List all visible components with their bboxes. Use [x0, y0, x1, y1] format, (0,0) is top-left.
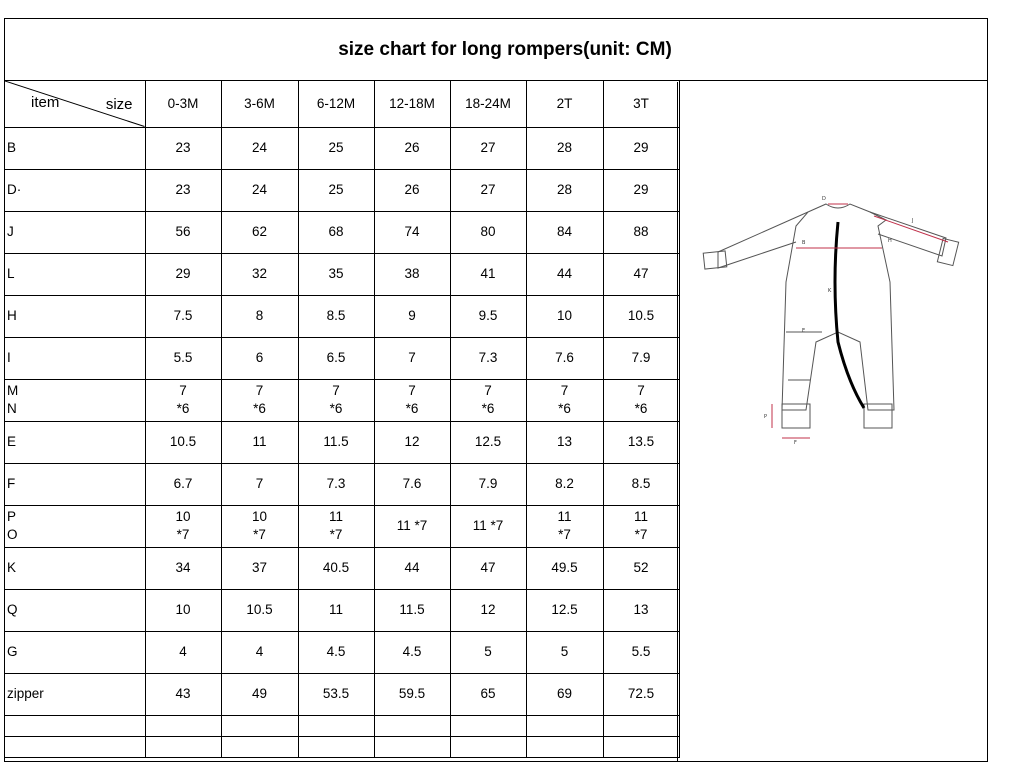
table-cell: 7 *6: [298, 379, 374, 421]
table-cell: 11 *7: [603, 505, 679, 547]
size-header-cell: 12-18M: [374, 81, 450, 127]
table-cell: 43: [145, 673, 221, 715]
table-cell: 11 *7: [450, 505, 526, 547]
table-cell: 28: [526, 169, 603, 211]
row-item-label: I: [5, 337, 145, 379]
svg-text:P: P: [764, 414, 768, 420]
blank-cell: [298, 715, 374, 736]
table-cell: 49.5: [526, 547, 603, 589]
item-header: item: [31, 94, 60, 111]
svg-text:H: H: [888, 238, 892, 244]
table-cell: 7.9: [450, 463, 526, 505]
blank-row: [5, 736, 679, 757]
size-header-cell: 3T: [603, 81, 679, 127]
table-cell: 8.5: [603, 463, 679, 505]
table-cell: 24: [221, 169, 298, 211]
blank-row: [5, 715, 679, 736]
table-row: [5, 589, 679, 631]
table-cell: 80: [450, 211, 526, 253]
table-row: [5, 295, 679, 337]
table-cell: 32: [221, 253, 298, 295]
romper-diagram-icon: [698, 182, 978, 472]
table-cell: 28: [526, 127, 603, 169]
table-cell: 59.5: [374, 673, 450, 715]
table-cell: 11 *7: [526, 505, 603, 547]
row-item-label: K: [5, 547, 145, 589]
table-cell: 47: [450, 547, 526, 589]
table-cell: 7.6: [374, 463, 450, 505]
table-row: [5, 463, 679, 505]
table-cell: 7 *6: [526, 379, 603, 421]
table-cell: 5.5: [603, 631, 679, 673]
table-cell: 4: [221, 631, 298, 673]
table-cell: 4.5: [298, 631, 374, 673]
header-row: [5, 81, 679, 127]
table-cell: 37: [221, 547, 298, 589]
svg-text:E: E: [802, 328, 806, 334]
table-cell: 84: [526, 211, 603, 253]
page-title: size chart for long rompers(unit: CM): [5, 19, 987, 81]
table-cell: 27: [450, 169, 526, 211]
blank-cell: [298, 736, 374, 757]
table-row: [5, 211, 679, 253]
table-cell: 4.5: [374, 631, 450, 673]
table-row: [5, 505, 679, 547]
table-row: [5, 421, 679, 463]
table-cell: 56: [145, 211, 221, 253]
table-cell: 5: [450, 631, 526, 673]
table-cell: 10 *7: [145, 505, 221, 547]
table-cell: 10.5: [145, 421, 221, 463]
row-item-label: zipper: [5, 673, 145, 715]
blank-cell: [221, 736, 298, 757]
table-cell: 8.2: [526, 463, 603, 505]
table-cell: 7.9: [603, 337, 679, 379]
table-cell: 5: [526, 631, 603, 673]
table-cell: 7 *6: [374, 379, 450, 421]
table-row: [5, 379, 679, 421]
table-cell: 7: [221, 463, 298, 505]
blank-cell: [5, 736, 145, 757]
table-row: [5, 127, 679, 169]
row-item-label: Q: [5, 589, 145, 631]
table-cell: 11 *7: [374, 505, 450, 547]
blank-cell: [374, 715, 450, 736]
table-row: [5, 169, 679, 211]
table-cell: 74: [374, 211, 450, 253]
table-cell: 11.5: [298, 421, 374, 463]
table-cell: 35: [298, 253, 374, 295]
size-header-cell: 6-12M: [298, 81, 374, 127]
table-cell: 23: [145, 169, 221, 211]
table-cell: 7.3: [298, 463, 374, 505]
table-cell: 47: [603, 253, 679, 295]
table-cell: 11 *7: [298, 505, 374, 547]
blank-cell: [5, 715, 145, 736]
table-cell: 9: [374, 295, 450, 337]
size-header: size: [105, 96, 133, 113]
table-cell: 13: [603, 589, 679, 631]
row-item-label: J: [5, 211, 145, 253]
svg-text:B: B: [802, 240, 806, 246]
table-cell: 23: [145, 127, 221, 169]
table-cell: 24: [221, 127, 298, 169]
blank-cell: [526, 736, 603, 757]
blank-cell: [450, 715, 526, 736]
table-cell: 44: [374, 547, 450, 589]
table-cell: 25: [298, 127, 374, 169]
table-cell: 69: [526, 673, 603, 715]
table-cell: 7.3: [450, 337, 526, 379]
table-cell: 8: [221, 295, 298, 337]
row-item-label: B: [5, 127, 145, 169]
table-cell: 11: [298, 589, 374, 631]
blank-cell: [603, 736, 679, 757]
table-cell: 7 *6: [450, 379, 526, 421]
table-cell: 44: [526, 253, 603, 295]
table-cell: 7 *6: [603, 379, 679, 421]
size-header-cell: 3-6M: [221, 81, 298, 127]
table-cell: 5.5: [145, 337, 221, 379]
row-item-label: P O: [5, 505, 145, 547]
table-cell: 62: [221, 211, 298, 253]
size-table: [5, 81, 680, 758]
table-cell: 7 *6: [145, 379, 221, 421]
table-cell: 52: [603, 547, 679, 589]
table-row: [5, 253, 679, 295]
size-chart-frame: [4, 18, 988, 762]
table-cell: 10.5: [221, 589, 298, 631]
svg-text:K: K: [828, 288, 832, 294]
table-cell: 4: [145, 631, 221, 673]
table-cell: 41: [450, 253, 526, 295]
table-cell: 11.5: [374, 589, 450, 631]
table-cell: 29: [603, 169, 679, 211]
row-item-label: M N: [5, 379, 145, 421]
table-cell: 49: [221, 673, 298, 715]
table-row: [5, 631, 679, 673]
blank-cell: [145, 715, 221, 736]
table-cell: 10: [145, 589, 221, 631]
table-cell: 72.5: [603, 673, 679, 715]
table-cell: 10: [526, 295, 603, 337]
table-cell: 65: [450, 673, 526, 715]
table-row: [5, 547, 679, 589]
table-cell: 12.5: [526, 589, 603, 631]
row-item-label: F: [5, 463, 145, 505]
table-cell: 26: [374, 169, 450, 211]
table-cell: 12: [450, 589, 526, 631]
svg-text:J: J: [912, 218, 914, 224]
table-cell: 10 *7: [221, 505, 298, 547]
table-cell: 27: [450, 127, 526, 169]
row-item-label: L: [5, 253, 145, 295]
row-item-label: D·: [5, 169, 145, 211]
table-cell: 7.6: [526, 337, 603, 379]
table-cell: 7: [374, 337, 450, 379]
table-row: [5, 337, 679, 379]
svg-text:D: D: [822, 196, 826, 202]
blank-cell: [221, 715, 298, 736]
table-cell: 6.7: [145, 463, 221, 505]
table-cell: 34: [145, 547, 221, 589]
row-item-label: H: [5, 295, 145, 337]
blank-cell: [603, 715, 679, 736]
table-cell: 26: [374, 127, 450, 169]
table-cell: 7.5: [145, 295, 221, 337]
size-header-cell: 0-3M: [145, 81, 221, 127]
blank-cell: [526, 715, 603, 736]
table-cell: 38: [374, 253, 450, 295]
table-cell: 12: [374, 421, 450, 463]
header-corner: [5, 81, 145, 127]
table-cell: 29: [145, 253, 221, 295]
table-cell: 6: [221, 337, 298, 379]
size-header-cell: 18-24M: [450, 81, 526, 127]
blank-cell: [450, 736, 526, 757]
table-cell: 11: [221, 421, 298, 463]
table-cell: 25: [298, 169, 374, 211]
blank-cell: [145, 736, 221, 757]
table-cell: 6.5: [298, 337, 374, 379]
illustration-panel: [677, 82, 987, 762]
table-cell: 88: [603, 211, 679, 253]
table-cell: 13: [526, 421, 603, 463]
size-header-cell: 2T: [526, 81, 603, 127]
table-cell: 7 *6: [221, 379, 298, 421]
table-cell: 12.5: [450, 421, 526, 463]
row-item-label: E: [5, 421, 145, 463]
blank-cell: [374, 736, 450, 757]
table-cell: 40.5: [298, 547, 374, 589]
table-cell: 29: [603, 127, 679, 169]
table-row: [5, 673, 679, 715]
table-cell: 53.5: [298, 673, 374, 715]
table-cell: 68: [298, 211, 374, 253]
table-cell: 9.5: [450, 295, 526, 337]
table-cell: 13.5: [603, 421, 679, 463]
table-cell: 8.5: [298, 295, 374, 337]
row-item-label: G: [5, 631, 145, 673]
table-cell: 10.5: [603, 295, 679, 337]
svg-text:F: F: [794, 440, 797, 446]
